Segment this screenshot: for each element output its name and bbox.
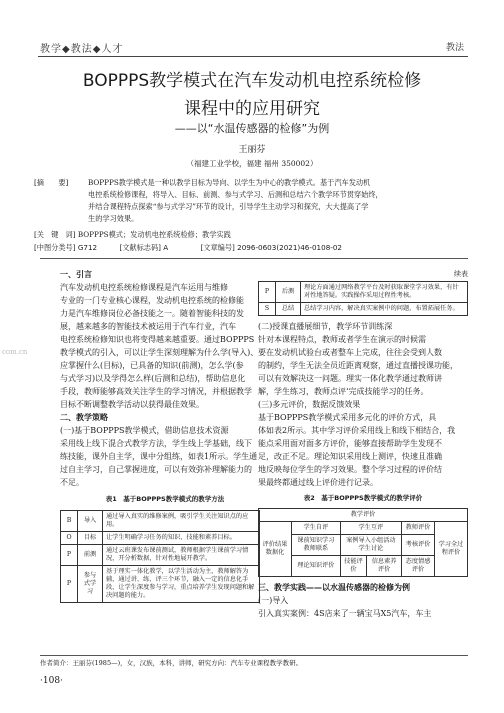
id-value: 2096-0603(2021)46-0108-02 [237,243,343,252]
table-cell: 通过云班课发布课前测试，教师根据学生课前学习情况，开分析数据，针对性地展开教学。 [103,545,260,566]
paragraph-line: 解，学生练习，教师点评‘完成技能学习的任务。 [258,387,429,396]
subsection-heading: (一)导入 [258,596,289,605]
affiliation: （福建工业学校，福建 福州 350002） [186,159,318,168]
table-2-cell: 信息素养评价 [367,556,402,577]
table-cell: 基于理实一体化教学，以学生活动为主，教师解答为辅，通过讲、练、评三个环节，融入一定的信息化手段，让学生深度参与学习，重点培养学生发现问题和解决问题的能力。 [103,566,260,603]
table-cell: 前测 [78,545,103,566]
table-cell: P [61,566,78,603]
table-2-left: 评价结果数据化 [259,522,292,577]
paragraph-line: 能点采用面对面多方评价，能够直接帮助学生发现不 [258,439,442,448]
section-2-heading: 二、教学策略 [60,413,108,422]
paragraph-line: 练技能，课外自主学，课中分组练，如表1所示。学生通 [60,452,258,461]
table-2-cell: 态度情感评价 [402,556,435,577]
paragraph-line: 教学模式的引入，可以让学生深刻理解为什么学(导入)、 [60,348,259,357]
table-row [259,282,468,303]
table-row [61,566,260,603]
keywords-text: BOPPPS模式；发动机电控系统检修；教学实践 [77,230,231,239]
paragraph-line: 引入真实案例：4S店来了一辆宝马X5汽车，车主 [258,609,432,618]
table-2-cell: 考核评价 [402,535,435,556]
table-2-cell: 教师评价 [402,522,435,535]
table-cell: B [61,511,78,532]
paragraph-line: 足，改正不足。理论知识采用线上测评，快速且准确 [258,452,442,461]
watermark: com.cn [2,348,28,356]
table-2 [258,508,468,577]
paragraph-line: 电控系统检修知识也将变得越来越重要。通过BOPPPS [60,335,255,344]
keywords [34,229,450,241]
title-line-1: BOPPPS教学模式在汽车发动机电控系统检修 [82,71,422,91]
table-2-top: 教学评价 [259,509,468,522]
section-1-heading: 一、引言 [60,270,92,279]
paragraph-line: (二)授课直播展细节，教学环节训练深 [258,322,393,331]
table-row [61,545,260,566]
header-rule [38,56,468,57]
paragraph-line: 基于BOPPPS教学模式采用多元化的评价方式，具 [258,413,437,422]
keywords-label: [关 键 词] [34,230,76,239]
paragraph-line: 目标不断调整教学活动以获得最佳效果。 [60,400,204,409]
table-cell: 总结学习内容，解决真实案例中的问题，布置拓展任务。 [301,303,468,316]
table-continued-label: 续表 [454,270,468,278]
paragraph-line: 地反映每位学生的学习效果。整个学习过程的评价结 [258,465,442,474]
table-2-cell: 学生互评 [340,522,401,535]
table-2-cell: 理论知识评价 [292,556,341,577]
paragraph-line: 汽车发动机电控系统检修课程是汽车运用与维修 [60,283,228,292]
table-row [61,511,260,532]
journal-section-left: 教学◆教法◆人才 [40,44,124,55]
paragraph-line: (一)基于BOPPPS教学模式，借助信息技术资源 [60,426,229,435]
table-cell: 后测 [276,282,301,303]
table-cell: 让学生明确学习任务的知识、技能和素养目标。 [103,532,260,545]
table-2-cell: 课前知识学习教师联系 [292,535,341,556]
paragraph-line: 应掌握什么(目标)，已具备的知识(前测)，怎么学(参 [60,361,244,370]
paragraph-line: (三)多元评价，数据反馈效果 [258,400,361,409]
abstract-line: 电控系统检修课程，将导入、目标、前测、参与式学习、后测和总结六个教学环节贯穿始终， [88,190,383,199]
table-row [61,532,260,545]
table-cell: P [61,545,78,566]
paragraph-line: 力是汽车维修岗位必备技能之一。随着智能科技的发 [60,309,244,318]
right-column [258,268,468,620]
table-row [259,303,468,316]
id-label: [文章编号] [200,243,235,252]
paragraph-line: 手段，教师能够高效关注学生的学习情况，并根据教学 [60,387,252,396]
cn-value: G712 [77,243,98,252]
paragraph-line: 展，越来越多的智能技术被运用于汽车行业，汽车 [60,322,236,331]
table-cell: O [61,532,78,545]
table-2-cell: 技能评价 [340,556,366,577]
classification [34,242,474,254]
paragraph-line: 针对本课程特点，教师或者学生在演示的时候需 [258,335,426,344]
abstract-rule [40,258,468,259]
paragraph-line: 专业的一门专业核心课程，发动机电控系统的检修能 [60,296,244,305]
table-cell: 导入 [78,511,103,532]
table-2-cell: 学生自评 [292,522,341,535]
paragraph-line: 与式学习)以及学得怎么样(后测和总结)，帮助信息化 [60,374,246,383]
author-note: 作者简介：王丽芬(1985—)，女，汉族，本科，讲师，研究方向：汽车专业课程教学教研。 [40,659,303,667]
abstract-line: BOPPPS教学模式是一种以教学目标为导向、以学生为中心的教学模式。基于汽车发动机 [88,178,371,187]
paragraph-line: 的制约，学生无法全员近距离观察，通过直播授课功能， [258,361,458,370]
paragraph-line: 可以有效解决这一问题。理实一体化教学通过教师讲 [258,374,442,383]
footer-rule [40,655,468,656]
title-line-3: ——以“水温传感器的检修”为例 [174,122,330,135]
table-cell: P [259,282,276,303]
table-cell: 总结 [276,303,301,316]
table-2-right: 学习全过程评价 [435,522,468,577]
abstract-label: [摘 要] [34,178,69,187]
abstract-line: 生的学习效果。 [88,214,139,223]
table-1-caption: 表1 基于BOPPPS教学模式的教学方法 [105,495,225,503]
table-cell: S [259,303,276,316]
title-line-2: 课程中的应用研究 [184,99,320,119]
doc-label: [文献标志码] [119,243,161,252]
doc-value: A [163,243,169,252]
abstract [34,177,468,225]
section-3-heading: 三、教学实践——以水温传感器的检修为例 [258,583,410,592]
left-column [60,268,270,603]
journal-section-right: 教法 [445,43,464,53]
table-cell: 理论方面通过网络教学平台及时获取课堂学习效果，有针对性地答疑。实践操作采用过程性考核。 [301,282,468,303]
paragraph-line: 过自主学习，自己掌握进度，可以有效弥补理解能力的 [60,465,252,474]
table-1 [60,510,260,603]
paragraph-line: 采用线上线下混合式教学方法，学生线上学基础，线下 [60,439,252,448]
author: 王丽芬 [238,145,266,155]
table-2-cell: 案例导入小组活动学生讨论 [340,535,401,556]
paragraph-line: 不足。 [60,478,84,487]
table-cell: 目标 [78,532,103,545]
table-cell: 参与式学习 [78,566,103,603]
cn-label: [中图分类号] [34,243,76,252]
paragraph-line: 果最终都通过线上评价进行记录。 [258,478,378,487]
paragraph-line: 要在发动机试验台或者整车上完成，往往会受到人数 [258,348,442,357]
paragraph-line: 体如表2所示。其中学习评价采用线上和线下相结合，我 [258,426,456,435]
table-cell: 通过导入真实的维修案例，吸引学生关注知识点的应用。 [103,511,260,532]
page-number: ·108· [40,676,63,686]
table-2-caption: 表2 基于BOPPPS教学模式的教学评价 [303,494,423,502]
table-1-continued [258,281,468,316]
abstract-line: 并结合课程特点探索“参与式学习”环节的设计，引导学生主动学习和探究，大大提高了学 [88,202,369,211]
